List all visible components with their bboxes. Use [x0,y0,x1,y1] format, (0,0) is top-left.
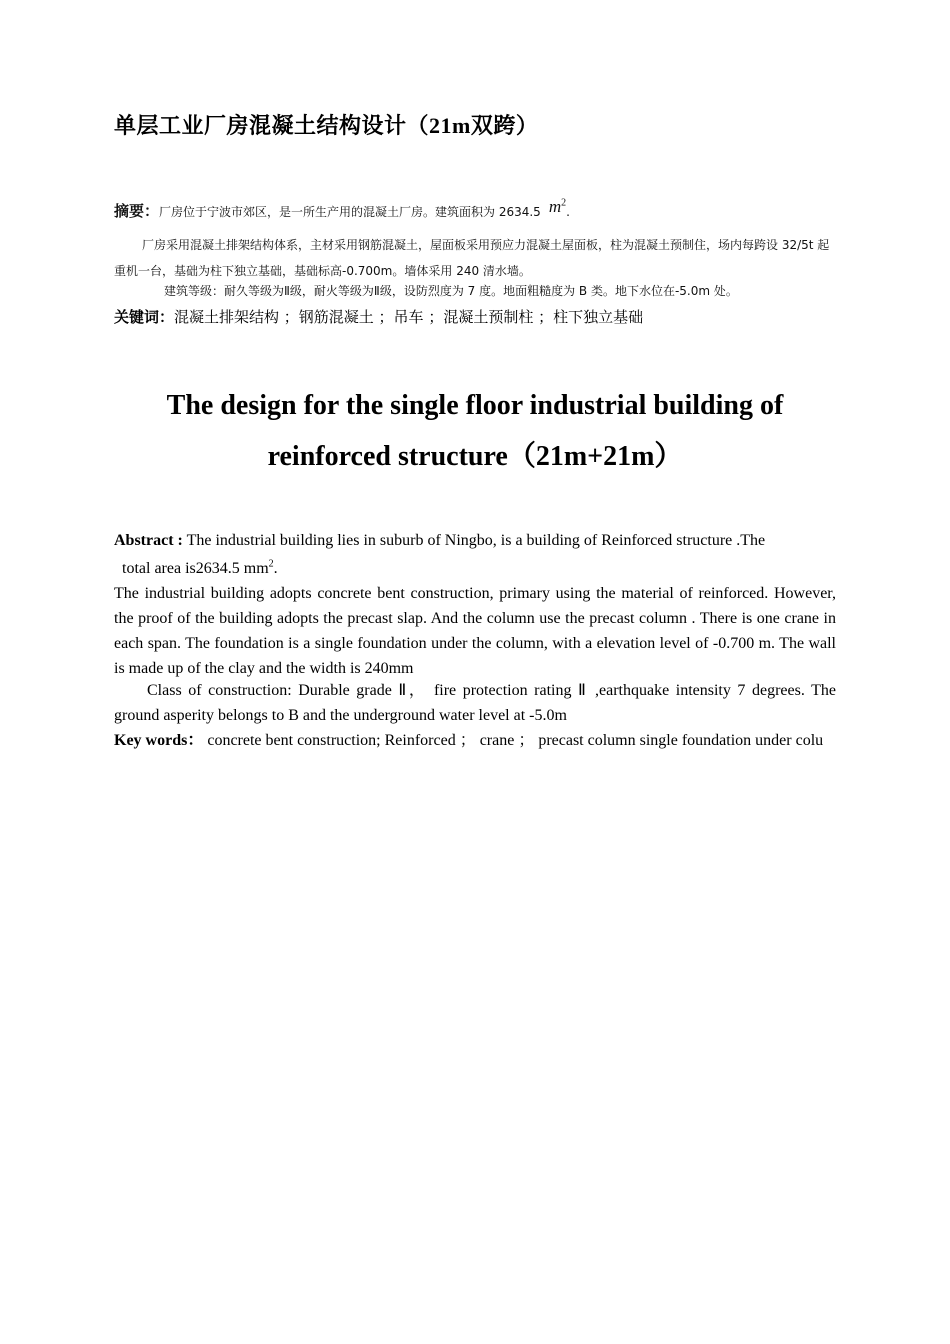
english-abstract-exponent: 2 [268,559,274,570]
chinese-title [114,109,538,140]
english-keywords [114,728,836,753]
english-keywords-text: concrete bent construction; Reinforced ； crane ； precast column single foundation under colu [203,732,824,749]
english-title-line2: reinforced structure（21m+21m） [267,441,683,472]
chinese-keywords [114,306,643,327]
chinese-abstract-label: 摘要： [114,202,160,220]
english-paragraph-structure: The industrial building adopts concrete bent construction, primary using the material of reinforced. However, the proof of the building adopts the precast slap. And the column use the precast column . There is one crane in each span. The foundation is a single foundation under the column, with a elevation level of -0.700 m. The wall is made up of the clay and the width is 240mm [114,585,836,677]
chinese-abstract-first-line [114,197,570,221]
area-unit [549,197,566,216]
chinese-title-span: 21m [429,113,471,138]
chinese-keywords-label: 关键词： [114,308,175,326]
area-unit-exponent: 2 [561,197,567,209]
english-abstract-text1: The industrial building lies in suburb of Ningbo, is a building of Reinforced structure .The [182,532,766,549]
chinese-title-post: 双跨） [470,114,539,139]
chinese-abstract-text: 厂房位于宁波市郊区，是一所生产用的混凝土厂房。建筑面积为 2634.5 [159,205,541,219]
english-abstract [114,529,836,581]
english-title-line1: The design for the single floor industrial building of [166,390,784,421]
area-unit-letter: m [548,197,562,216]
english-abstract-label: Abstract : [114,532,183,549]
english-paragraph-grade: Class of construction: Durable grade Ⅱ， fire protection rating Ⅱ ,earthquake intensity 7 degrees. The ground asperity belongs to B and the underground water level at -5.0m [114,682,836,724]
chinese-paragraph-structure: 厂房采用混凝土排架结构体系，主材采用钢筋混凝土，屋面板采用预应力混凝土屋面板，柱为混凝土预制住，场内每跨设 32/5t 起重机一台，基础为柱下独立基础，基础标高-0.700m。墙体采用 240 清水墙。 [114,238,830,278]
english-title [100,380,850,482]
english-keywords-label: Key words： [114,732,204,749]
chinese-keywords-text: 混凝土排架结构 ；钢筋混凝土 ；吊车 ；混凝土预制柱 ；柱下独立基础 [174,308,644,326]
chinese-paragraph-grade: 建筑等级：耐久等级为Ⅱ级，耐火等级为Ⅱ级，设防烈度为 7 度。地面粗糙度为 B 类。地下水位在-5.0m 处。 [164,284,738,298]
chinese-title-pre: 单层工业厂房混凝土结构设计（ [114,114,430,139]
chinese-abstract-period: . [566,205,570,219]
english-abstract-area: total area is2634.5 mm [122,560,269,578]
english-abstract-period: . [273,560,278,578]
english-abstract-text2 [114,560,278,577]
